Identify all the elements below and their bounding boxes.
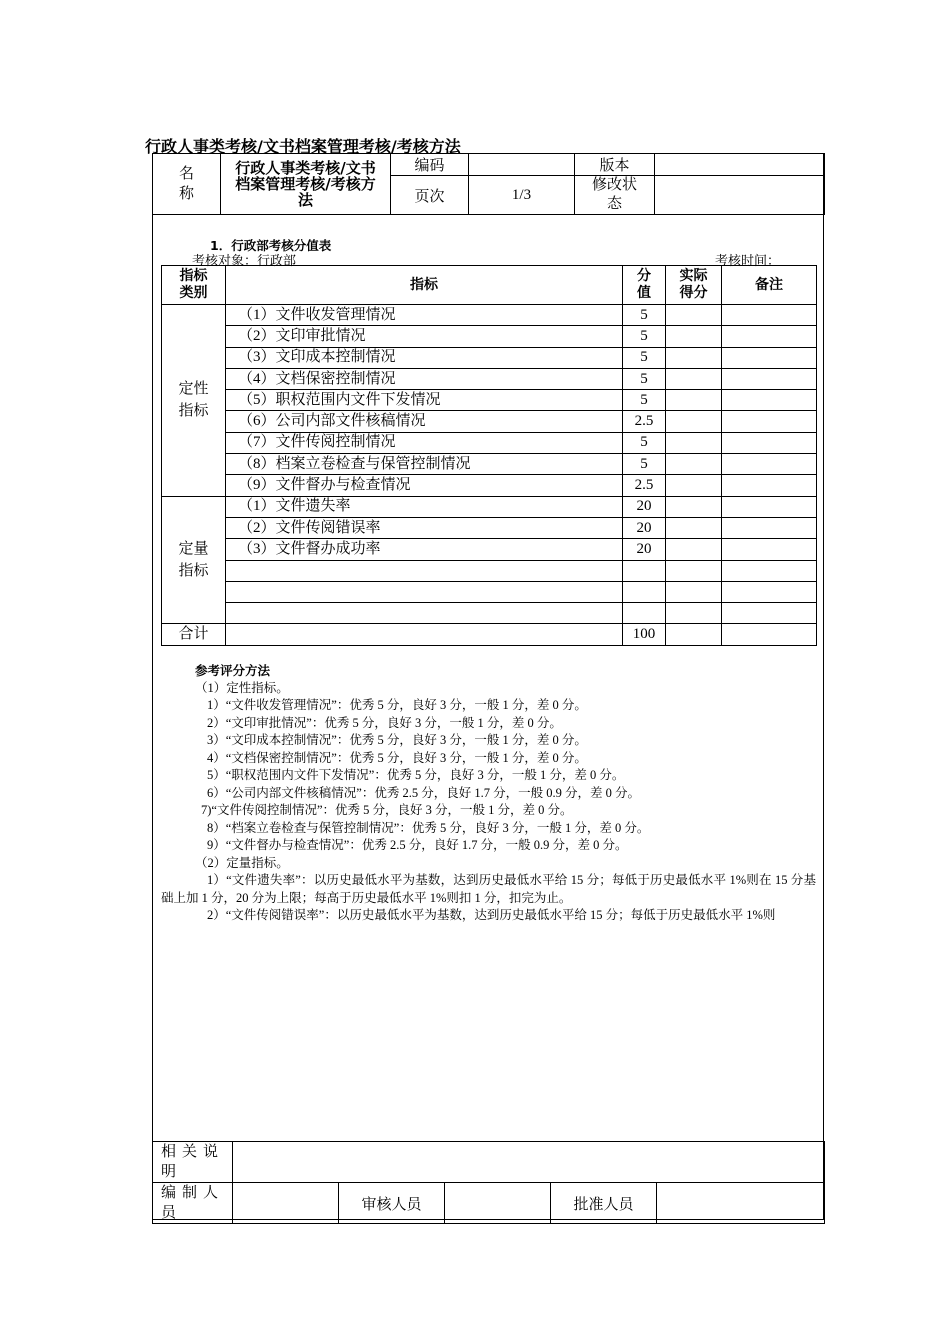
name-value: 行政人事类考核/文书档案管理考核/考核方法 bbox=[221, 154, 391, 215]
approver-label: 批准人员 bbox=[551, 1183, 657, 1224]
score-table-header bbox=[162, 266, 817, 305]
score-cell: 2.5 bbox=[623, 411, 666, 432]
version-value bbox=[655, 154, 825, 176]
actual-score-cell bbox=[666, 624, 722, 645]
actual-score-cell bbox=[666, 347, 722, 368]
actual-score-cell bbox=[666, 454, 722, 475]
method-line: 9）“文件督办与检查情况”：优秀 2.5 分，良好 1.7 分，一般 0.9 分，差 0 分。 bbox=[207, 838, 628, 852]
qualitative-category: 定性指标 bbox=[162, 305, 226, 497]
notes-value bbox=[233, 1142, 825, 1183]
remark-cell bbox=[722, 624, 817, 645]
actual-score-cell bbox=[666, 517, 722, 538]
version-label: 版本 bbox=[575, 154, 655, 176]
indicator-cell: （1）文件遗失率 bbox=[226, 496, 623, 517]
actual-score-cell bbox=[666, 390, 722, 411]
remark-cell bbox=[722, 603, 817, 624]
quantitative-category: 定量指标 bbox=[162, 496, 226, 624]
remark-cell bbox=[722, 305, 817, 326]
actual-score-cell bbox=[666, 411, 722, 432]
table-row bbox=[162, 411, 817, 432]
score-cell: 5 bbox=[623, 368, 666, 389]
indicator-cell bbox=[226, 581, 623, 602]
table-row bbox=[162, 432, 817, 453]
assess-object: 考核对象：行政部 bbox=[192, 253, 297, 268]
actual-score-cell bbox=[666, 475, 722, 496]
method-line: 6）“公司内部文件核稿情况”：优秀 2.5 分，良好 1.7 分，一般 0.9 分，差 0 分。 bbox=[207, 785, 640, 800]
remark-cell bbox=[722, 432, 817, 453]
actual-score-cell bbox=[666, 432, 722, 453]
header-score: 分值 bbox=[623, 266, 666, 305]
method-line: 1）“文件收发管理情况”：优秀 5 分，良好 3 分，一般 1 分，差 0 分。 bbox=[207, 698, 587, 712]
score-cell: 20 bbox=[623, 539, 666, 560]
assess-time: 考核时间： bbox=[715, 253, 781, 268]
header-category: 指标类别 bbox=[162, 266, 226, 305]
remark-cell bbox=[722, 517, 817, 538]
notes-label: 相关说明 bbox=[153, 1142, 233, 1183]
header-remark: 备注 bbox=[722, 266, 817, 305]
table-row bbox=[162, 454, 817, 475]
method-line: 3）“文印成本控制情况”：优秀 5 分，良好 3 分，一般 1 分，差 0 分。 bbox=[207, 733, 587, 747]
indicator-cell: （6）公司内部文件核稿情况 bbox=[226, 411, 623, 432]
score-cell: 5 bbox=[623, 390, 666, 411]
actual-score-cell bbox=[666, 603, 722, 624]
remark-cell bbox=[722, 475, 817, 496]
table-row bbox=[162, 539, 817, 560]
indicator-cell bbox=[226, 624, 623, 645]
footer-table bbox=[152, 1141, 825, 1224]
indicator-cell: （2）文件传阅错误率 bbox=[226, 517, 623, 538]
score-table bbox=[161, 265, 817, 646]
method-paragraph: 1）“文件遗失率”：以历史最低水平为基数，达到历史最低水平给 15 分；每低于历史最低水平 1%则在 15 分基础上加 1 分，20 分为上限；每高于历史最低水平 1%则扣 1 分，扣完为止。 bbox=[161, 873, 816, 905]
reviewer-value bbox=[445, 1183, 551, 1224]
remark-cell bbox=[722, 368, 817, 389]
score-cell: 5 bbox=[623, 347, 666, 368]
remark-cell bbox=[722, 390, 817, 411]
method-line: 5）“职权范围内文件下发情况”：优秀 5 分，良好 3 分，一般 1 分，差 0 分。 bbox=[207, 768, 625, 782]
score-cell: 20 bbox=[623, 517, 666, 538]
approver-value bbox=[657, 1183, 825, 1224]
author-value bbox=[233, 1183, 339, 1224]
indicator-cell: （3）文件督办成功率 bbox=[226, 539, 623, 560]
score-cell: 20 bbox=[623, 496, 666, 517]
total-row bbox=[162, 624, 817, 645]
header-table bbox=[152, 153, 825, 215]
table-row bbox=[162, 368, 817, 389]
table-row-empty bbox=[162, 603, 817, 624]
score-cell: 5 bbox=[623, 454, 666, 475]
indicator-cell bbox=[226, 560, 623, 581]
method-title: 参考评分方法 bbox=[195, 663, 271, 678]
score-cell bbox=[623, 581, 666, 602]
indicator-cell: （2）文印审批情况 bbox=[226, 326, 623, 347]
table-row bbox=[162, 390, 817, 411]
document-title: 行政人事类考核/文书档案管理考核/考核方法 bbox=[145, 137, 461, 156]
page-label: 页次 bbox=[391, 176, 469, 215]
page-value: 1/3 bbox=[469, 176, 575, 215]
quantitative-heading: （2）定量指标。 bbox=[195, 855, 289, 870]
header-actual: 实际得分 bbox=[666, 266, 722, 305]
remark-cell bbox=[722, 411, 817, 432]
actual-score-cell bbox=[666, 560, 722, 581]
table-row-empty bbox=[162, 560, 817, 581]
scoring-method bbox=[161, 662, 816, 925]
remark-cell bbox=[722, 347, 817, 368]
revision-value bbox=[655, 176, 825, 215]
table-row bbox=[162, 326, 817, 347]
actual-score-cell bbox=[666, 496, 722, 517]
code-label: 编码 bbox=[391, 154, 469, 176]
actual-score-cell bbox=[666, 368, 722, 389]
table-row bbox=[162, 305, 817, 326]
table-row bbox=[162, 475, 817, 496]
actual-score-cell bbox=[666, 581, 722, 602]
actual-score-cell bbox=[666, 305, 722, 326]
indicator-cell: （1）文件收发管理情况 bbox=[226, 305, 623, 326]
method-line: 2）“文印审批情况”：优秀 5 分，良好 3 分，一般 1 分，差 0 分。 bbox=[207, 715, 562, 730]
remark-cell bbox=[722, 581, 817, 602]
total-value: 100 bbox=[623, 624, 666, 645]
author-label: 编制人员 bbox=[153, 1183, 233, 1224]
method-line: 4）“文档保密控制情况”：优秀 5 分，良好 3 分，一般 1 分，差 0 分。 bbox=[207, 750, 587, 765]
remark-cell bbox=[722, 326, 817, 347]
indicator-cell: （7）文件传阅控制情况 bbox=[226, 432, 623, 453]
code-value bbox=[469, 154, 575, 176]
table-row bbox=[162, 517, 817, 538]
indicator-cell: （4）文档保密控制情况 bbox=[226, 368, 623, 389]
indicator-cell bbox=[226, 603, 623, 624]
remark-cell bbox=[722, 560, 817, 581]
remark-cell bbox=[722, 539, 817, 560]
indicator-cell: （3）文印成本控制情况 bbox=[226, 347, 623, 368]
score-cell: 5 bbox=[623, 432, 666, 453]
actual-score-cell bbox=[666, 539, 722, 560]
method-line: 8）“档案立卷检查与保管控制情况”：优秀 5 分，良好 3 分，一般 1 分，差 0 分。 bbox=[207, 820, 650, 835]
revision-label: 修改状态 bbox=[575, 176, 655, 215]
qualitative-heading: （1）定性指标。 bbox=[195, 680, 289, 695]
method-paragraph: 2）“文件传阅错误率”：以历史最低水平为基数，达到历史最低水平给 15 分；每低于历史最低水平 1%则 bbox=[207, 908, 776, 922]
remark-cell bbox=[722, 496, 817, 517]
header-indicator: 指标 bbox=[226, 266, 623, 305]
score-cell: 2.5 bbox=[623, 475, 666, 496]
total-label: 合计 bbox=[162, 624, 226, 645]
table-row-empty bbox=[162, 581, 817, 602]
score-cell: 5 bbox=[623, 326, 666, 347]
reviewer-label: 审核人员 bbox=[339, 1183, 445, 1224]
table-row bbox=[162, 347, 817, 368]
method-line: 7)“文件传阅控制情况”：优秀 5 分，良好 3 分，一般 1 分，差 0 分。 bbox=[201, 803, 573, 817]
section-title: 1．行政部考核分值表 bbox=[210, 238, 332, 253]
score-cell bbox=[623, 603, 666, 624]
name-label: 名称 bbox=[153, 154, 221, 215]
actual-score-cell bbox=[666, 326, 722, 347]
score-cell bbox=[623, 560, 666, 581]
table-row bbox=[162, 496, 817, 517]
indicator-cell: （8）档案立卷检查与保管控制情况 bbox=[226, 454, 623, 475]
remark-cell bbox=[722, 454, 817, 475]
indicator-cell: （5）职权范围内文件下发情况 bbox=[226, 390, 623, 411]
score-cell: 5 bbox=[623, 305, 666, 326]
indicator-cell: （9）文件督办与检查情况 bbox=[226, 475, 623, 496]
